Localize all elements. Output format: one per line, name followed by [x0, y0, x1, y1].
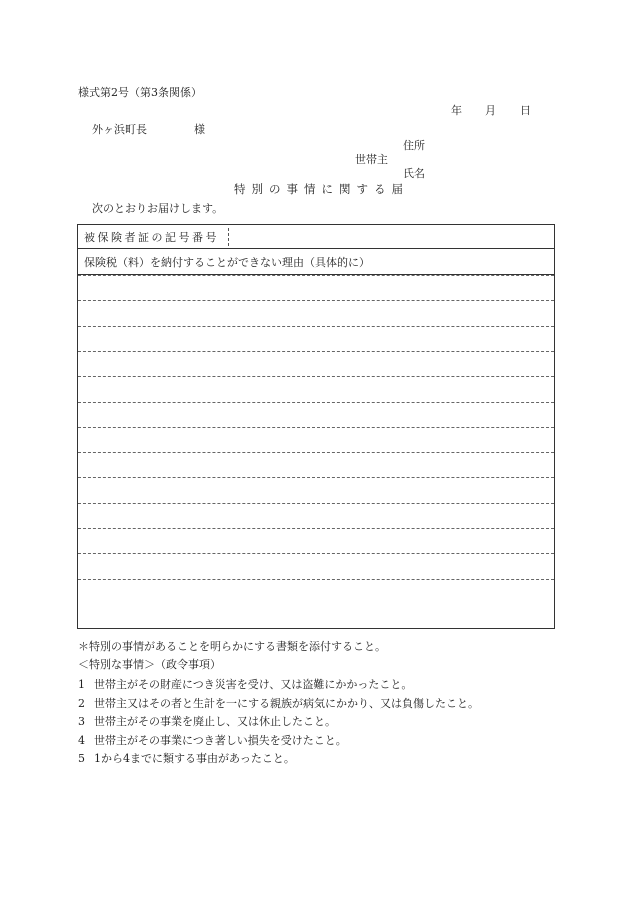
condition-number: 4: [78, 734, 85, 747]
reason-label-row: [78, 249, 554, 275]
addressee-suffix: 様: [194, 123, 205, 136]
reason-line: [78, 553, 554, 554]
condition-text: 世帯主又はその者と生計を一にする親族が病気にかかり、又は負傷したこと。: [94, 697, 479, 710]
condition-text: 世帯主がその財産につき災害を受け、又は盗難にかかったこと。: [94, 678, 413, 691]
reason-line: [78, 503, 554, 504]
householder-label: 世帯主: [355, 153, 388, 166]
condition-number: 2: [78, 697, 85, 710]
date-year-label: 年: [451, 104, 462, 117]
condition-text: 世帯主がその事業を廃止し、又は休止したこと。: [94, 715, 336, 728]
reason-line: [78, 452, 554, 453]
reason-line: [78, 402, 554, 403]
condition-number: 3: [78, 715, 85, 728]
reason-line: [78, 351, 554, 352]
condition-item: [78, 735, 347, 746]
special-circumstances-heading: ＜特別な事情＞（政令事項）: [78, 658, 221, 671]
condition-number: 5: [78, 752, 85, 765]
condition-number: 1: [78, 678, 85, 691]
condition-item: [78, 679, 412, 690]
insurance-number-divider: [228, 228, 229, 246]
reason-line: [78, 376, 554, 377]
reason-line: [78, 427, 554, 428]
reason-line: [78, 477, 554, 478]
condition-text: 世帯主がその事業につき著しい損失を受けたこと。: [94, 734, 347, 747]
insurance-number-label: 被保険者証の記号番号: [84, 231, 219, 244]
reason-line: [78, 326, 554, 327]
form-number: 様式第2号（第3条関係）: [78, 86, 202, 99]
reason-line: [78, 579, 554, 580]
reason-writing-area[interactable]: [78, 275, 554, 629]
addressee: 外ヶ浜町長: [92, 123, 147, 136]
condition-item: [78, 698, 479, 709]
attachment-note: ＊特別の事情があることを明らかにする書類を添付すること。: [78, 640, 386, 653]
name-label: 氏名: [403, 167, 425, 180]
condition-text: 1から4までに類する事由があったこと。: [94, 752, 295, 765]
intro-text: 次のとおりお届けします。: [92, 202, 224, 215]
reason-line: [78, 300, 554, 301]
date-month-label: 月: [485, 104, 496, 117]
condition-item: [78, 716, 336, 727]
form-title: 特別の事情に関する届: [234, 182, 409, 196]
reason-line: [78, 528, 554, 529]
address-label: 住所: [403, 139, 425, 152]
condition-item: [78, 753, 295, 764]
reason-line: [78, 275, 554, 276]
date-day-label: 日: [520, 104, 531, 117]
reason-label: 保険税（料）を納付することができない理由（具体的に）: [84, 256, 370, 269]
form-table: [77, 224, 555, 629]
insurance-number-row[interactable]: [78, 225, 554, 249]
